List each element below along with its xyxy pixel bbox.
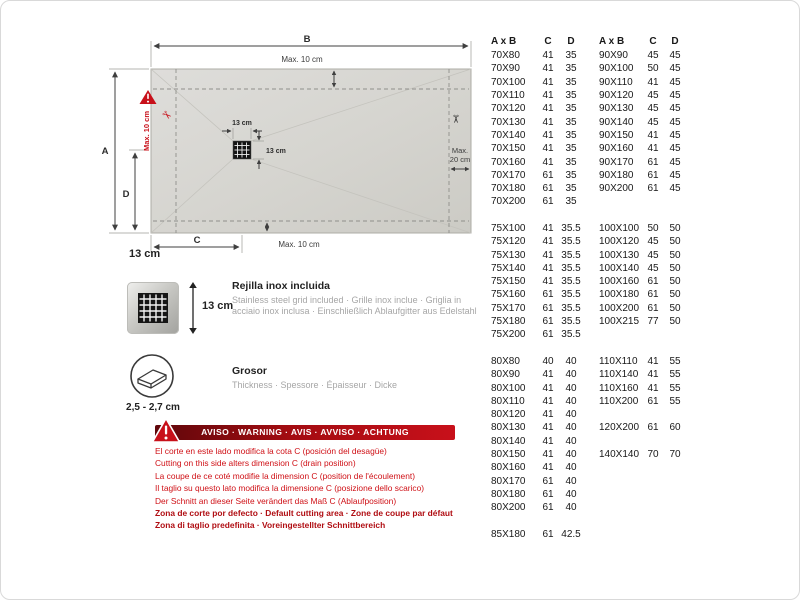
table-cell: 41: [542, 395, 554, 407]
table-cell: 100X200: [599, 302, 640, 314]
table-cell: 75X160: [491, 289, 526, 301]
thickness-icon: [128, 352, 176, 400]
table-header-row: [485, 33, 687, 49]
table-cell: 45: [669, 50, 681, 62]
max10-left-label: Max. 10 cm: [142, 110, 151, 152]
grid-section-subtitle: Stainless steel grid included · Grille inox inclue · Griglia in acciaio inox inclusa · Einschließlich Ablaufgitter aus Edelstahl: [232, 295, 477, 317]
table-row: [485, 115, 687, 128]
tray-diagram: [1, 1, 491, 266]
table-cell: 41: [542, 435, 554, 447]
table-cell: 45: [647, 90, 659, 102]
table-cell: 61: [647, 289, 659, 301]
table-cell: 35.5: [561, 316, 581, 328]
table-cell: 45: [669, 63, 681, 75]
table-cell: 50: [669, 276, 681, 288]
table-row: [485, 275, 687, 288]
table-cell: 70X110: [491, 90, 525, 102]
table-cell: 41: [542, 422, 554, 434]
table-row: [485, 76, 687, 89]
warning-line: La coupe de ce coté modifie la dimension C (position de l'écoulement): [155, 470, 415, 481]
table-cell: 35.5: [561, 262, 581, 274]
warning-line-bold: Zona de corte por defecto · Default cutting area · Zone de coupe par défaut: [155, 508, 453, 519]
table-cell: 35.5: [561, 302, 581, 314]
table-row: [485, 488, 687, 501]
table-cell: 35: [565, 196, 577, 208]
dim-b-label: B: [303, 34, 311, 45]
table-cell: 35: [565, 129, 577, 141]
table-cell: 45: [647, 249, 659, 261]
table-cell: 45: [647, 116, 659, 128]
table-cell: 40: [565, 355, 577, 367]
table-cell: 41: [542, 382, 554, 394]
table-row: [485, 195, 687, 208]
max10-bottom-label: Max. 10 cm: [278, 240, 320, 249]
table-cell: 61: [542, 502, 554, 514]
table-cell: 90X120: [599, 90, 634, 102]
dim-d-label: D: [122, 189, 130, 200]
table-cell: 35.5: [561, 249, 581, 261]
table-row: [485, 448, 687, 461]
table-cell: 35: [565, 169, 577, 181]
table-row: [485, 421, 687, 434]
table-row: [485, 222, 687, 235]
table-cell: 35: [565, 90, 577, 102]
table-cell: 55: [669, 355, 681, 367]
table-cell: 61: [542, 183, 554, 195]
table-row: [485, 102, 687, 115]
table-cell: 41: [542, 116, 554, 128]
table-cell: 41: [647, 76, 659, 88]
table-cell: 85X180: [491, 528, 526, 540]
table-cell: 75X130: [491, 249, 526, 261]
table-row: [485, 62, 687, 75]
table-cell: 40: [565, 462, 577, 474]
grid-section-title: Rejilla inox incluida: [232, 280, 331, 292]
table-cell: 61: [647, 276, 659, 288]
table-cell: 35.5: [561, 236, 581, 248]
table-cell: 80X110: [491, 395, 525, 407]
table-cell: 41: [542, 409, 554, 421]
table-cell: 40: [565, 369, 577, 381]
table-row: [485, 315, 687, 328]
table-cell: 100X160: [599, 276, 640, 288]
table-cell: 42.5: [561, 528, 581, 540]
table-row: [485, 501, 687, 514]
table-cell: 61: [542, 316, 554, 328]
table-cell: 41: [542, 276, 554, 288]
table-cell: 40: [565, 395, 577, 407]
table-row: [485, 302, 687, 315]
table-cell: 35.5: [561, 289, 581, 301]
table-cell: 61: [647, 422, 659, 434]
table-cell: 100X100: [599, 223, 640, 234]
table-cell: 100X180: [599, 289, 640, 301]
drain-width-label: 13 cm: [232, 120, 252, 127]
table-cell: 50: [669, 236, 681, 248]
table-cell: 90X180: [599, 169, 634, 181]
table-cell: 70X170: [491, 169, 526, 181]
table-cell: 40: [565, 409, 577, 421]
table-cell: 40: [565, 449, 577, 461]
max10-top-label: Max. 10 cm: [281, 55, 323, 64]
table-cell: 45: [669, 156, 681, 168]
table-cell: 80X180: [491, 488, 526, 500]
table-cell: 41: [542, 236, 554, 248]
table-cell: 80X130: [491, 422, 526, 434]
table-cell: 90X130: [599, 103, 634, 115]
table-cell: 61: [647, 183, 659, 195]
table-cell: 40: [565, 475, 577, 487]
table-cell: 70X160: [491, 156, 526, 168]
table-cell: 80X100: [491, 382, 526, 394]
table-cell: 75X170: [491, 302, 526, 314]
table-cell: 41: [542, 449, 554, 461]
table-cell: 80X150: [491, 449, 526, 461]
table-cell: 70: [669, 449, 681, 461]
drain-height-label: 13 cm: [266, 148, 286, 155]
table-row: [485, 408, 687, 421]
table-row: [485, 169, 687, 182]
table-cell: 61: [647, 302, 659, 314]
table-row: [485, 235, 687, 248]
table-cell: 80X170: [491, 475, 526, 487]
table-cell: 41: [542, 143, 554, 155]
table-cell: 45: [647, 103, 659, 115]
table-header-d-right: D: [671, 35, 679, 47]
dim-c-label: C: [193, 235, 201, 246]
table-cell: 80X120: [491, 409, 526, 421]
table-cell: 80X160: [491, 462, 526, 474]
table-cell: 35.5: [561, 276, 581, 288]
table-cell: 45: [669, 129, 681, 141]
table-header-axb-right: A x B: [599, 35, 625, 47]
table-cell: 80X80: [491, 355, 520, 367]
table-cell: 100X130: [599, 249, 640, 261]
table-cell: 45: [647, 50, 659, 62]
table-cell: 50: [669, 289, 681, 301]
table-cell: 90X200: [599, 183, 634, 195]
scissors-icon-red: ✂: [158, 107, 175, 124]
table-cell: 80X90: [491, 369, 520, 381]
table-cell: 41: [647, 143, 659, 155]
table-cell: 70X140: [491, 129, 526, 141]
table-cell: 41: [542, 76, 554, 88]
table-cell: 35.5: [561, 329, 581, 341]
table-row: [485, 89, 687, 102]
table-cell: 50: [669, 302, 681, 314]
table-cell: 45: [669, 183, 681, 195]
table-cell: 41: [542, 103, 554, 115]
table-cell: 70: [647, 449, 659, 461]
table-header-c-right: C: [649, 35, 657, 47]
table-cell: 41: [647, 369, 659, 381]
table-row: [485, 248, 687, 261]
dim-a-label: A: [101, 146, 109, 157]
table-header-c-left: C: [544, 35, 552, 47]
table-cell: 60: [669, 422, 681, 434]
table-row: [485, 288, 687, 301]
table-cell: 70X100: [491, 76, 526, 88]
warning-line-bold: Zona di taglio predefinita · Voreingestellter Schnittbereich: [155, 520, 386, 531]
table-cell: 75X200: [491, 329, 526, 341]
table-cell: 35.5: [561, 223, 581, 234]
table-cell: 50: [669, 223, 681, 234]
table-cell: 35: [565, 76, 577, 88]
table-cell: 41: [542, 63, 554, 75]
table-cell: 45: [647, 262, 659, 274]
size-table: [485, 33, 687, 541]
table-cell: 75X180: [491, 316, 526, 328]
table-cell: 45: [669, 103, 681, 115]
table-row: [485, 155, 687, 168]
table-cell: 110X140: [599, 369, 639, 381]
table-cell: 75X100: [491, 223, 526, 234]
table-cell: 45: [669, 76, 681, 88]
table-cell: 70X180: [491, 183, 526, 195]
grid-section-text: [232, 280, 480, 318]
table-cell: 40: [565, 488, 577, 500]
table-cell: 61: [542, 196, 554, 208]
table-cell: 40: [565, 422, 577, 434]
table-cell: 55: [669, 369, 681, 381]
table-cell: 41: [647, 129, 659, 141]
table-cell: 41: [542, 156, 554, 168]
table-cell: 41: [542, 129, 554, 141]
table-cell: 40: [565, 502, 577, 514]
warning-banner: [155, 425, 455, 440]
table-cell: 41: [542, 462, 554, 474]
table-row: [485, 395, 687, 408]
table-cell: 50: [669, 249, 681, 261]
warning-line: Cutting on this side alters dimension C (drain position): [155, 458, 356, 469]
table-cell: 90X100: [599, 63, 634, 75]
table-cell: 90X150: [599, 129, 634, 141]
table-cell: 45: [669, 143, 681, 155]
table-row: [485, 355, 687, 368]
table-row: [485, 209, 687, 222]
warning-line: Il taglio su questo lato modifica la dimensione C (posizione dello scarico): [155, 483, 425, 494]
warning-exclamation-dot: [147, 101, 149, 103]
table-cell: 75X120: [491, 236, 526, 248]
table-cell: 41: [542, 369, 554, 381]
table-cell: 40: [565, 382, 577, 394]
table-row: [485, 49, 687, 62]
height-arrow-icon: [187, 282, 199, 334]
table-cell: 90X160: [599, 143, 634, 155]
table-cell: 80X200: [491, 502, 526, 514]
table-cell: 100X140: [599, 262, 640, 274]
warning-line: El corte en este lado modifica la cota C (posición del desagüe): [155, 446, 387, 456]
table-cell: 61: [542, 475, 554, 487]
table-cell: 35: [565, 50, 577, 62]
thickness-section-text: [232, 365, 480, 391]
table-cell: 35: [565, 143, 577, 155]
table-cell: 50: [647, 223, 659, 234]
thickness-range-label: 2,5 - 2,7 cm: [126, 402, 180, 413]
table-cell: 40: [542, 355, 554, 367]
table-cell: 35: [565, 63, 577, 75]
table-cell: 41: [542, 262, 554, 274]
table-cell: 61: [542, 488, 554, 500]
warning-line: Der Schnitt an dieser Seite verändert das Maß C (Ablaufposition): [155, 495, 397, 506]
table-cell: 35: [565, 103, 577, 115]
warning-exclamation-icon: [147, 94, 149, 100]
table-row: [485, 475, 687, 488]
table-cell: 70X90: [491, 63, 520, 75]
table-cell: 100X215: [599, 316, 640, 328]
table-cell: 50: [669, 316, 681, 328]
grid-size-label: 13 cm: [129, 248, 161, 260]
table-cell: 50: [669, 262, 681, 274]
warning-header: AVISO · WARNING · AVIS · AVVISO · ACHTUNG: [201, 427, 409, 437]
scissors-icon-black: ✂: [449, 114, 462, 124]
table-cell: 41: [647, 382, 659, 394]
table-cell: 45: [647, 236, 659, 248]
table-cell: 40: [565, 435, 577, 447]
table-header-d-left: D: [567, 35, 575, 47]
table-cell: 110X200: [599, 395, 639, 407]
shower-tray: [151, 69, 471, 233]
table-cell: 70X200: [491, 196, 526, 208]
max20-label-line1: Max.: [451, 146, 469, 155]
table-cell: 110X110: [599, 355, 638, 367]
table-row: [485, 381, 687, 394]
table-cell: 75X150: [491, 276, 526, 288]
table-row: [485, 342, 687, 355]
table-cell: 75X140: [491, 262, 526, 274]
table-cell: 61: [647, 395, 659, 407]
table-cell: 100X120: [599, 236, 640, 248]
table-cell: 41: [542, 223, 554, 234]
table-cell: 45: [669, 169, 681, 181]
table-cell: 61: [647, 156, 659, 168]
table-cell: 90X110: [599, 76, 633, 88]
table-row: [485, 368, 687, 381]
table-cell: 45: [669, 90, 681, 102]
table-row: [485, 262, 687, 275]
table-row: [485, 435, 687, 448]
table-cell: 70X130: [491, 116, 526, 128]
table-cell: 61: [542, 169, 554, 181]
table-cell: 90X140: [599, 116, 634, 128]
table-cell: 61: [542, 302, 554, 314]
thickness-section-subtitle: Thickness · Spessore · Épaisseur · Dicke: [232, 380, 398, 390]
table-row: [485, 182, 687, 195]
table-cell: 41: [542, 50, 554, 62]
table-row: [485, 514, 687, 527]
drain-grid-icon: [127, 282, 179, 334]
table-cell: 35: [565, 183, 577, 195]
table-cell: 35: [565, 116, 577, 128]
table-row: [485, 528, 687, 541]
table-cell: 120X200: [599, 422, 640, 434]
table-cell: 45: [669, 116, 681, 128]
table-cell: 41: [542, 90, 554, 102]
table-cell: 35: [565, 156, 577, 168]
table-cell: 61: [542, 329, 554, 341]
table-cell: 50: [647, 63, 659, 75]
table-cell: 61: [542, 528, 554, 540]
table-cell: 70X80: [491, 50, 520, 62]
table-cell: 110X160: [599, 382, 639, 394]
table-cell: 41: [542, 249, 554, 261]
table-row: [485, 129, 687, 142]
max20-label-line2: 20 cm: [449, 155, 471, 164]
table-row: [485, 461, 687, 474]
table-cell: 70X120: [491, 103, 526, 115]
table-cell: 77: [647, 316, 659, 328]
warning-text-block: [155, 445, 485, 532]
thickness-section-title: Grosor: [232, 365, 268, 377]
table-cell: 90X90: [599, 50, 628, 62]
table-cell: 80X140: [491, 435, 526, 447]
table-cell: 140X140: [599, 449, 640, 461]
table-cell: 61: [647, 169, 659, 181]
table-header-axb-left: A x B: [491, 35, 517, 47]
table-cell: 41: [647, 355, 659, 367]
warning-triangle-icon: [151, 417, 181, 444]
table-cell: 61: [542, 289, 554, 301]
table-cell: 55: [669, 395, 681, 407]
grid-height-label: 13 cm: [202, 300, 234, 312]
grid-glyph: [137, 292, 169, 324]
table-row: [485, 328, 687, 341]
table-row: [485, 142, 687, 155]
size-table-body: [485, 49, 687, 541]
table-cell: 70X150: [491, 143, 526, 155]
table-cell: 90X170: [599, 156, 634, 168]
table-cell: 55: [669, 382, 681, 394]
